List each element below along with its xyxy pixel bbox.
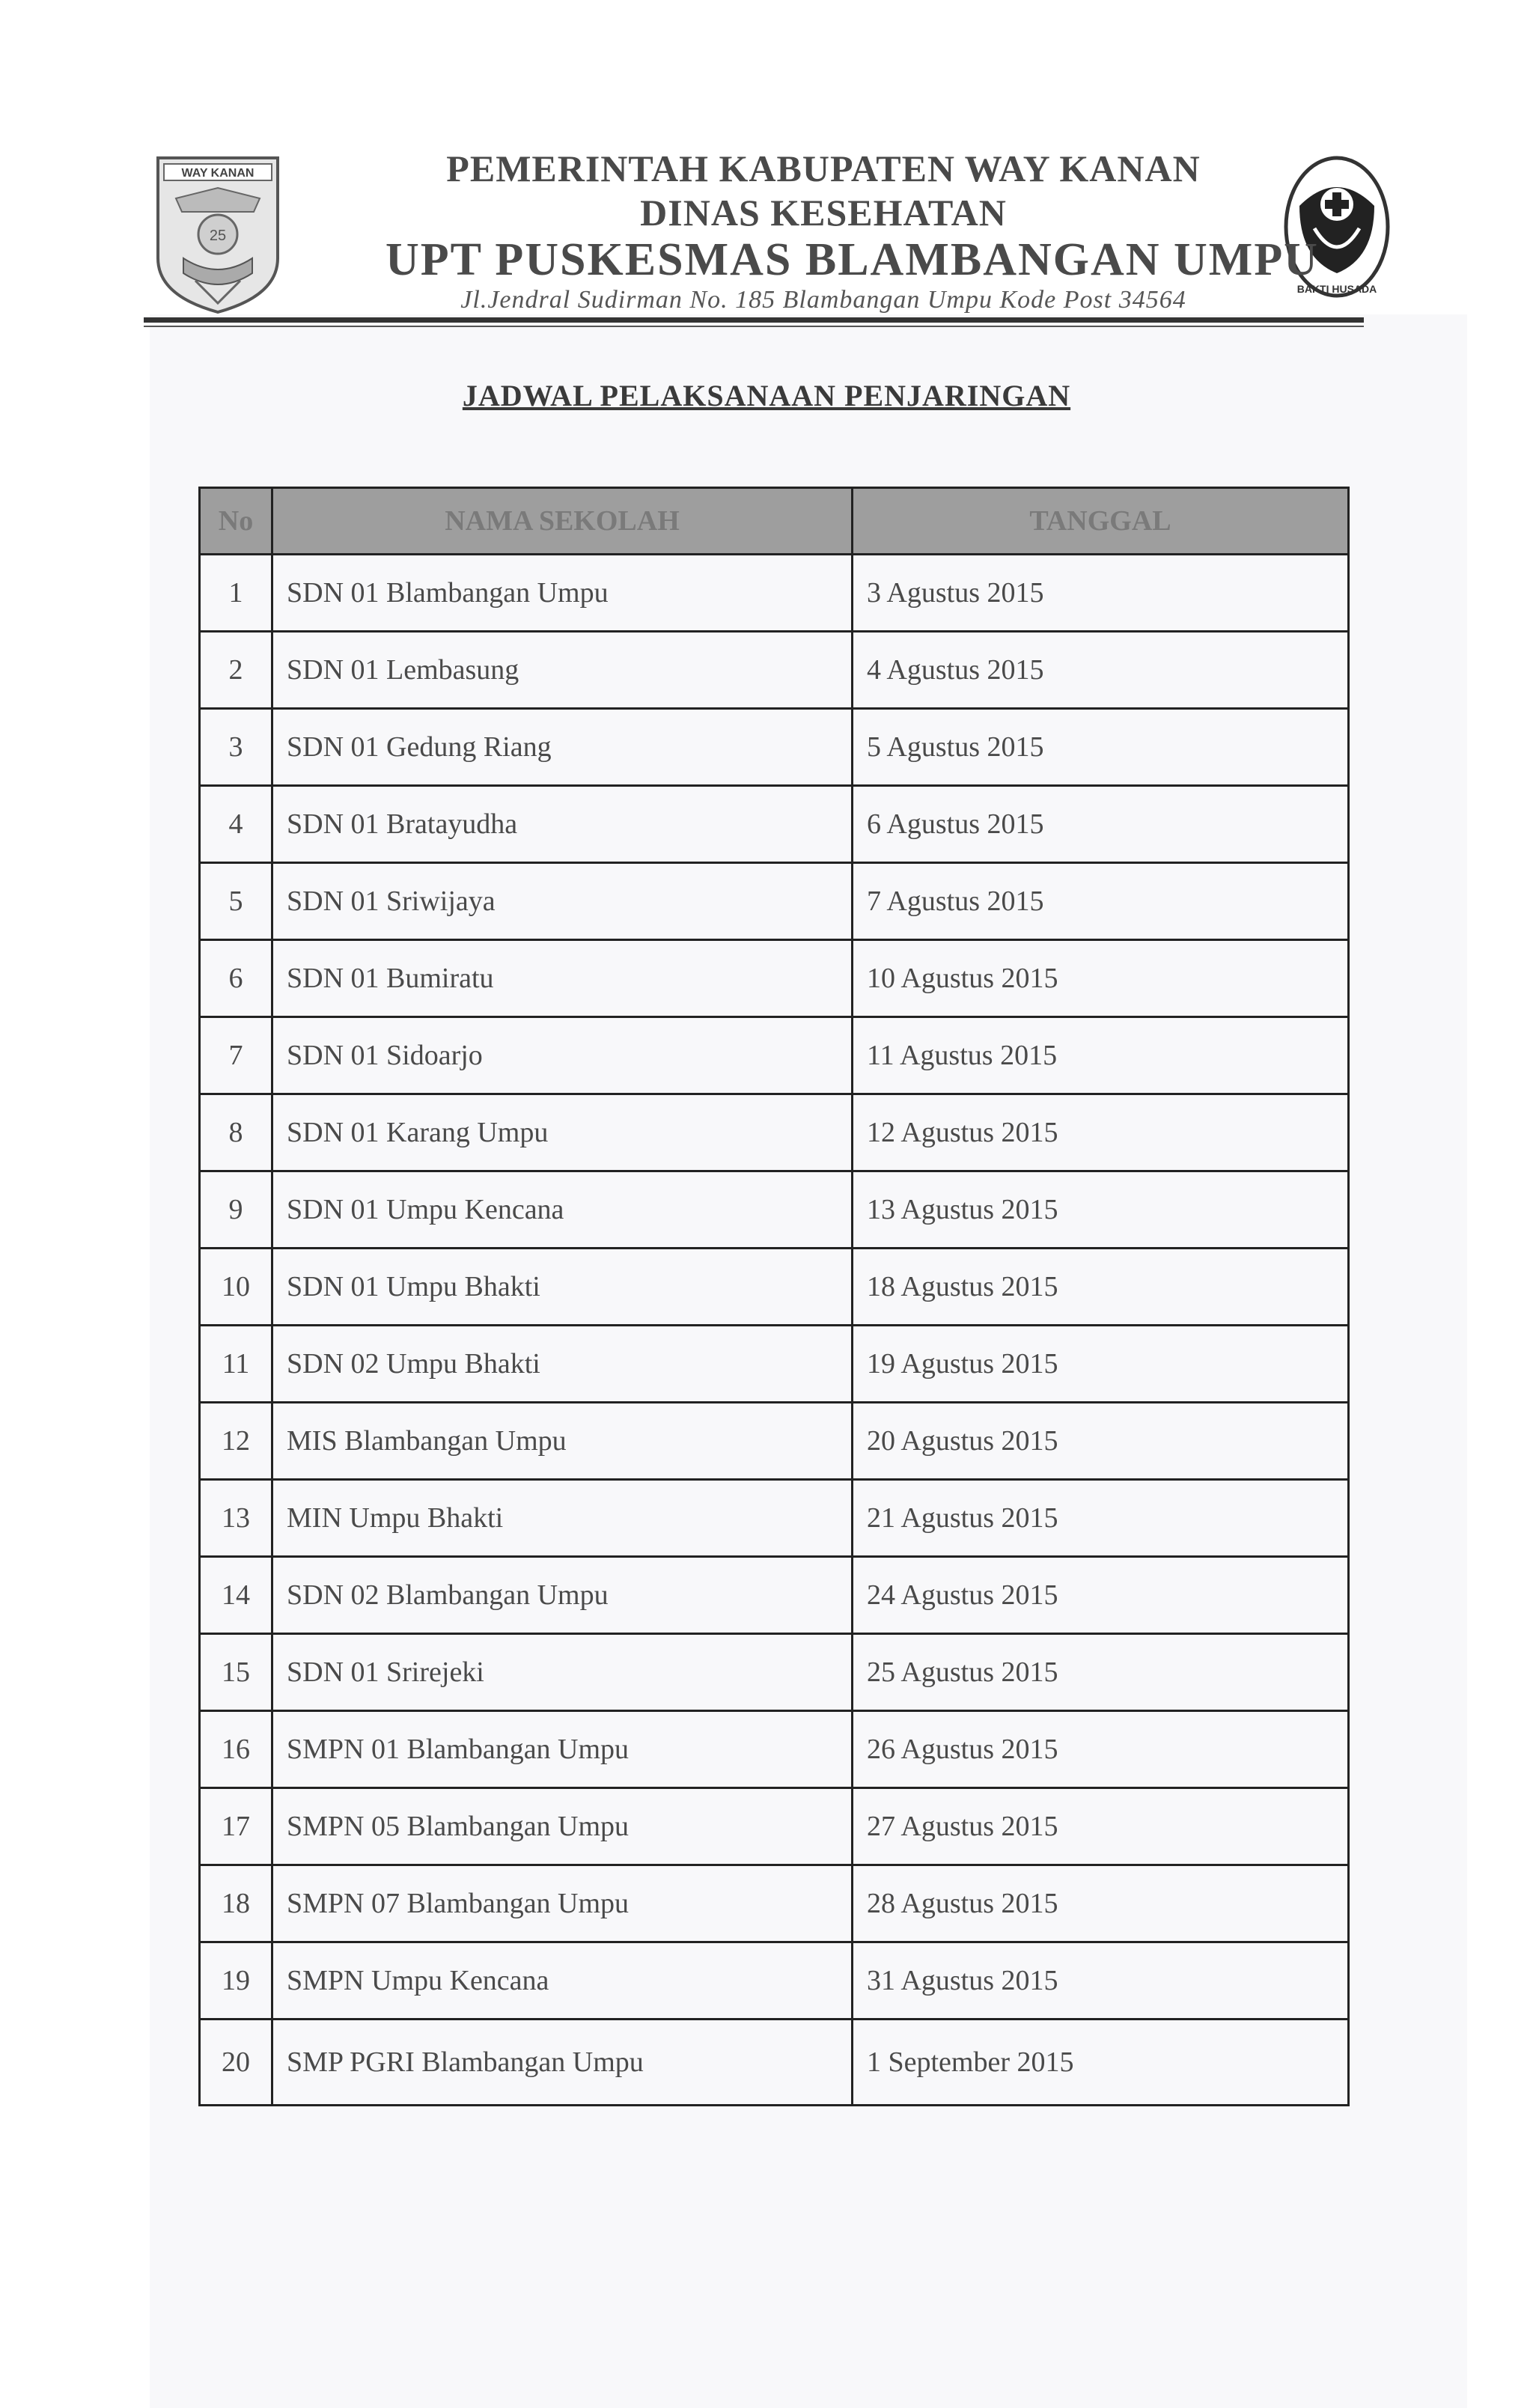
row-number: 1: [200, 555, 272, 632]
schedule-date: 5 Agustus 2015: [853, 709, 1349, 786]
school-name: SMPN 07 Blambangan Umpu: [272, 1865, 853, 1942]
document-title: JADWAL PELAKSANAAN PENJARINGAN: [462, 379, 1071, 412]
school-name: SDN 01 Sriwijaya: [272, 863, 853, 940]
row-number: 18: [200, 1865, 272, 1942]
table-header-row: [200, 488, 1349, 555]
svg-text:WAY KANAN: WAY KANAN: [181, 167, 255, 180]
schedule-date: 6 Agustus 2015: [853, 786, 1349, 863]
table-row: [200, 1249, 1349, 1326]
row-number: 10: [200, 1249, 272, 1326]
header-government-name: PEMERINTAH KABUPATEN WAY KANAN: [446, 147, 1201, 189]
schedule-date: 12 Agustus 2015: [853, 1094, 1349, 1171]
way-kanan-emblem-icon: [153, 153, 282, 317]
school-name: SMPN Umpu Kencana: [272, 1942, 853, 2020]
svg-text:BAKTI HUSADA: BAKTI HUSADA: [1296, 283, 1377, 295]
row-number: 4: [200, 786, 272, 863]
table-row: [200, 1480, 1349, 1557]
row-number: 11: [200, 1326, 272, 1403]
table-row: [200, 1557, 1349, 1634]
school-name: SDN 01 Gedung Riang: [272, 709, 853, 786]
schedule-date: 10 Agustus 2015: [853, 940, 1349, 1017]
row-number: 9: [200, 1171, 272, 1249]
schedule-date: 1 September 2015: [853, 2020, 1349, 2106]
row-number: 2: [200, 632, 272, 709]
row-number: 3: [200, 709, 272, 786]
school-name: SDN 01 Blambangan Umpu: [272, 555, 853, 632]
schedule-date: 11 Agustus 2015: [853, 1017, 1349, 1094]
table-row: [200, 632, 1349, 709]
table-row: [200, 2020, 1349, 2106]
row-number: 19: [200, 1942, 272, 2020]
header-institution-name: UPT PUSKESMAS BLAMBANGAN UMPU: [385, 234, 1319, 285]
header-address: Jl.Jendral Sudirman No. 185 Blambangan Umpu Kode Post 34564: [460, 286, 1186, 314]
schedule-date: 31 Agustus 2015: [853, 1942, 1349, 2020]
schedule-date: 24 Agustus 2015: [853, 1557, 1349, 1634]
row-number: 13: [200, 1480, 272, 1557]
school-name: SDN 02 Umpu Bhakti: [272, 1326, 853, 1403]
row-number: 20: [200, 2020, 272, 2106]
column-header-date: TANGGAL: [853, 488, 1349, 555]
row-number: 6: [200, 940, 272, 1017]
column-header-no: No: [200, 488, 272, 555]
school-name: SDN 01 Umpu Kencana: [272, 1171, 853, 1249]
school-name: SMPN 05 Blambangan Umpu: [272, 1788, 853, 1865]
schedule-date: 28 Agustus 2015: [853, 1865, 1349, 1942]
school-name: SDN 01 Umpu Bhakti: [272, 1249, 853, 1326]
table-row: [200, 1865, 1349, 1942]
table-row: [200, 786, 1349, 863]
header-divider-thick: [144, 317, 1364, 323]
school-name: SMP PGRI Blambangan Umpu: [272, 2020, 853, 2106]
school-name: MIN Umpu Bhakti: [272, 1480, 853, 1557]
row-number: 16: [200, 1711, 272, 1788]
schedule-date: 4 Agustus 2015: [853, 632, 1349, 709]
schedule-date: 20 Agustus 2015: [853, 1403, 1349, 1480]
school-name: SDN 02 Blambangan Umpu: [272, 1557, 853, 1634]
table-row: [200, 555, 1349, 632]
table-row: [200, 1326, 1349, 1403]
school-name: SDN 01 Bratayudha: [272, 786, 853, 863]
school-name: SDN 01 Sidoarjo: [272, 1017, 853, 1094]
table-row: [200, 1942, 1349, 2020]
row-number: 7: [200, 1017, 272, 1094]
table-row: [200, 863, 1349, 940]
table-row: [200, 709, 1349, 786]
schedule-date: 7 Agustus 2015: [853, 863, 1349, 940]
row-number: 17: [200, 1788, 272, 1865]
table-row: [200, 1634, 1349, 1711]
header-department-name: DINAS KESEHATAN: [640, 192, 1007, 234]
row-number: 8: [200, 1094, 272, 1171]
schedule-table: [198, 487, 1350, 2106]
row-number: 12: [200, 1403, 272, 1480]
schedule-date: 27 Agustus 2015: [853, 1788, 1349, 1865]
school-name: SMPN 01 Blambangan Umpu: [272, 1711, 853, 1788]
row-number: 5: [200, 863, 272, 940]
school-name: SDN 01 Srirejeki: [272, 1634, 853, 1711]
svg-text:25: 25: [209, 228, 227, 244]
table-row: [200, 1171, 1349, 1249]
school-name: SDN 01 Lembasung: [272, 632, 853, 709]
schedule-date: 13 Agustus 2015: [853, 1171, 1349, 1249]
school-name: MIS Blambangan Umpu: [272, 1403, 853, 1480]
table-row: [200, 1094, 1349, 1171]
table-row: [200, 940, 1349, 1017]
row-number: 15: [200, 1634, 272, 1711]
schedule-date: 3 Agustus 2015: [853, 555, 1349, 632]
table-row: [200, 1788, 1349, 1865]
row-number: 14: [200, 1557, 272, 1634]
header-divider-thin: [144, 326, 1364, 327]
schedule-date: 21 Agustus 2015: [853, 1480, 1349, 1557]
table-row: [200, 1403, 1349, 1480]
schedule-date: 25 Agustus 2015: [853, 1634, 1349, 1711]
column-header-school-name: NAMA SEKOLAH: [272, 488, 853, 555]
schedule-date: 26 Agustus 2015: [853, 1711, 1349, 1788]
schedule-date: 18 Agustus 2015: [853, 1249, 1349, 1326]
schedule-date: 19 Agustus 2015: [853, 1326, 1349, 1403]
table-row: [200, 1711, 1349, 1788]
table-row: [200, 1017, 1349, 1094]
school-name: SDN 01 Bumiratu: [272, 940, 853, 1017]
school-name: SDN 01 Karang Umpu: [272, 1094, 853, 1171]
